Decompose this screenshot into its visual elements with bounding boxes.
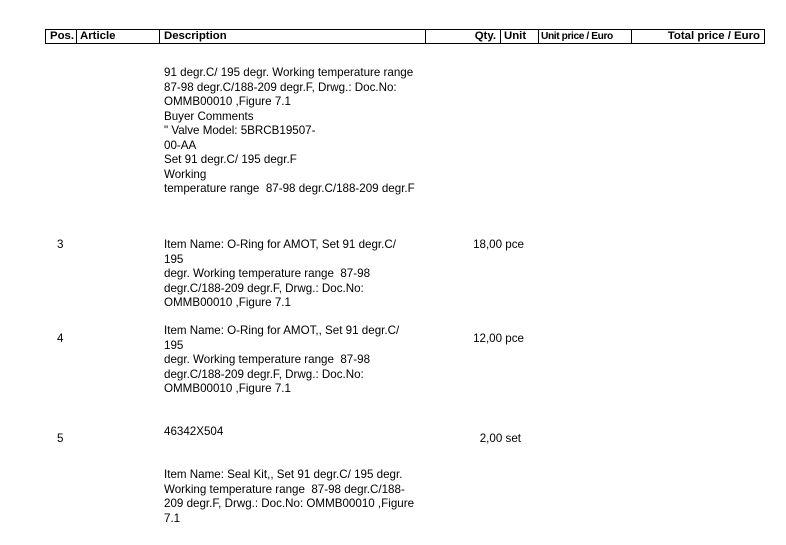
description-line: 91 degr.C/ 195 degr. Working temperature range: [164, 66, 414, 79]
description-line: Item Name: Seal Kit,, Set 91 degr.C/ 195 degr.: [164, 468, 403, 481]
description-line: Item Name: O-Ring for AMOT, Set 91 degr.C/: [164, 238, 396, 251]
header-divider: [538, 30, 539, 43]
description-line: 00-AA: [164, 138, 197, 152]
row-qty: 12,00 pce: [473, 332, 524, 345]
description-line: Buyer Comments: [164, 109, 254, 123]
description-line: Working: [164, 167, 207, 181]
description-line: Set 91 degr.C/ 195 degr.F: [164, 153, 297, 166]
row-qty: 18,00 pce: [473, 238, 524, 251]
description-line: degr.C/188-209 degr.F, Drwg.: Doc.No:: [164, 281, 364, 295]
description-line: " Valve Model: 5BRCB19507-: [164, 124, 316, 137]
header-unit: Unit: [504, 30, 527, 42]
description-line: 209 degr.F, Drwg.: Doc.No: OMMB00010 ,Figure: [164, 497, 415, 510]
description-line: Working temperature range 87-98 degr.C/188-: [164, 482, 405, 496]
description-line: degr.C/188-209 degr.F, Drwg.: Doc.No:: [164, 367, 364, 381]
row-pos: 4: [57, 332, 64, 345]
description-line: 195: [164, 338, 184, 352]
row-pos: 3: [57, 238, 64, 251]
header-pos: Pos.: [50, 30, 75, 42]
description-line: degr. Working temperature range 87-98: [164, 353, 371, 366]
description-line: OMMB00010 ,Figure 7.1: [164, 95, 291, 108]
header-unit-price: Unit price / Euro: [541, 31, 613, 42]
description-line: temperature range 87-98 degr.C/188-209 degr.F: [164, 182, 415, 195]
description-line: Item Name: O-Ring for AMOT,, Set 91 degr.C/: [164, 324, 400, 337]
description-line: OMMB00010 ,Figure 7.1: [164, 382, 291, 395]
row-pos: 5: [57, 432, 64, 445]
header-description: Description: [164, 30, 227, 42]
header-divider: [76, 30, 77, 43]
header-qty: Qty.: [474, 30, 496, 42]
header-article: Article: [80, 30, 116, 42]
description-line: 87-98 degr.C/188-209 degr.F, Drwg.: Doc.No:: [164, 80, 397, 94]
description-line: degr. Working temperature range 87-98: [164, 267, 371, 280]
header-total-price: Total price / Euro: [667, 30, 760, 42]
description-line: OMMB00010 ,Figure 7.1: [164, 296, 291, 309]
description-line: 195: [164, 252, 184, 266]
row-qty: 2,00 set: [479, 432, 521, 445]
description-line: 7.1: [164, 511, 181, 525]
header-divider: [159, 30, 160, 43]
table-header: [45, 29, 765, 44]
article-number: 46342X504: [164, 425, 224, 438]
header-divider: [500, 30, 501, 43]
